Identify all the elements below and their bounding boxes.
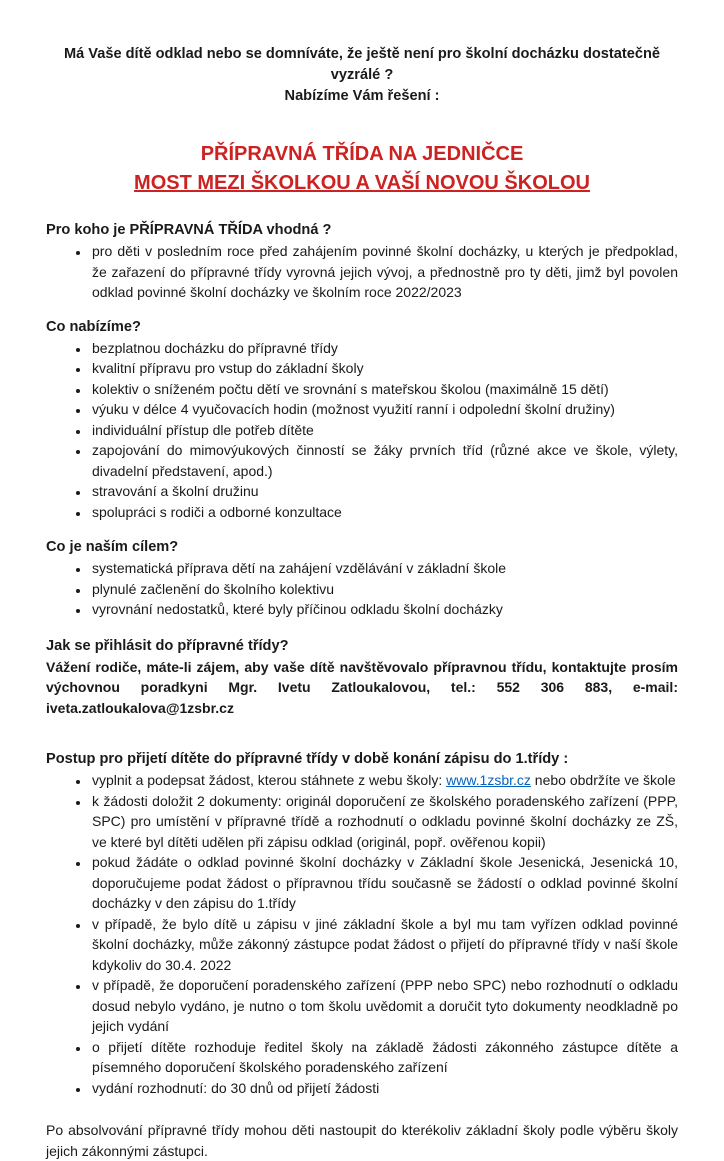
school-website-link[interactable]: www.1zsbr.cz [446,772,531,788]
section-heading: Postup pro přijetí dítěte do přípravné třídy v době konání zápisu do 1.třídy : [46,751,569,767]
link-prefix-text: vyplnit a podepsat žádost, kterou stáhnete z webu školy: [92,772,447,788]
list-item: • plynulé začlenění do školního kolektivu [90,579,678,600]
list-item: • pro děti v posledním roce před zahájením povinné školní docházky, u kterých je předpoklad, že zařazení do přípravné třídy vyrovná jejich vývoj, a přednostně pro ty děti, jimž byl povolen odklad povinné školní docházky ve školním roce 2022/2023 [90,241,678,303]
list-item: • o přijetí dítěte rozhoduje ředitel školy na základě žádosti zákonného zástupce dítěte a písemného doporučení školského poradenského zařízení [90,1037,678,1078]
main-title [46,140,678,198]
contact-paragraph: Vážení rodiče, máte-li zájem, aby vaše dítě navštěvovalo přípravnou třídu, kontaktujte prosím výchovnou poradkyni Mgr. Ivetu Zatloukalovou, tel.: 552 306 883, e-mail: iveta.zatloukalova@1zsbr.cz [46,658,678,716]
list-item: • bezplatnou docházku do přípravné třídy [90,338,678,359]
list-item: • individuální přístup dle potřeb dítěte [90,420,678,441]
closing-paragraph: Po absolvování přípravné třídy mohou děti nastoupit do kterékoliv základní školy podle výběru školy jejich zákonnými zástupci. [46,1122,678,1159]
link-suffix-text: nebo obdržíte ve škole [530,772,676,788]
bullet-list [46,558,678,620]
list-item: • kolektiv o sníženém počtu dětí ve srovnání s mateřskou školou (maximálně 15 dětí) [90,379,678,400]
list-item: • systematická příprava dětí na zahájení vzdělávání v základní škole [90,558,678,579]
intro-block [46,44,678,107]
intro-question: Má Vaše dítě odklad nebo se domníváte, že ještě není pro školní docházku dostatečně vyzrálé ? [63,46,661,83]
section-heading: Co nabízíme? [46,318,141,335]
bullet-list [46,338,678,523]
section-heading: Pro koho je PŘÍPRAVNÁ TŘÍDA vhodná ? [46,222,332,238]
list-item: • stravování a školní družinu [90,481,678,502]
list-item: • kvalitní přípravu pro vstup do základní školy [90,358,678,379]
main-title-line1: PŘÍPRAVNÁ TŘÍDA NA JEDNIČCE [200,143,524,165]
list-item: • zapojování do mimovýukových činností se žáky prvních tříd (různé akce ve škole, výlety, divadelní představení, apod.) [90,440,678,481]
bullet-list [46,770,678,1098]
bullet-list [46,241,678,303]
list-item: • k žádosti doložit 2 dokumenty: originál doporučení ze školského poradenského zařízení (PPP, SPC) pro umístění v přípravné třídě a rozhodnutí o odkladu povinné školní docházky ze ZŠ, ve které byl dítěti udělen při zápisu odklad (originál, popř. ověřenou kopii) [90,791,678,853]
list-item: • vydání rozhodnutí: do 30 dnů od přijetí žádosti [90,1078,678,1099]
section-heading: Jak se přihlásit do přípravné třídy? [46,637,289,654]
section-co-nabizime [46,317,678,523]
section-heading: Co je naším cílem? [46,539,179,555]
list-item: • spolupráci s rodiči a odborné konzultace [90,502,678,523]
list-item: • pokud žádáte o odklad povinné školní docházky v Základní škole Jesenická, Jesenická 10, doporučujeme podat žádost o přípravnou třídu současně se žádostí o odklad povinné školní docházky v den zápisu do 1.třídy [90,852,678,914]
list-item: • výuku v délce 4 vyučovacích hodin (možnost využití ranní i odpolední školní družiny) [90,399,678,420]
main-title-line2: MOST MEZI ŠKOLKOU A VAŠÍ NOVOU ŠKOLOU [134,172,590,194]
list-item: • vyrovnání nedostatků, které byly příčinou odkladu školní docházky [90,599,678,620]
section-prihlaseni [46,636,678,719]
list-item-with-link [90,770,678,791]
list-item: • v případě, že bylo dítě u zápisu v jiné základní škole a byl mu tam vyřízen odklad povinné školní docházky, může zákonný zástupce podat žádost o přijetí do přípravné třídy v naší škole kdykoliv do 30.4. 2022 [90,914,678,976]
section-cilem [46,537,678,620]
list-item: • v případě, že doporučení poradenského zařízení (PPP nebo SPC) nebo rozhodnutí o odkladu dosud nebylo vydáno, je nutno o tom školu uvědomit a doručit tyto dokumenty neodkladně po jejich vydání [90,975,678,1037]
section-pro-koho [46,220,678,303]
section-postup [46,749,678,1098]
intro-answer: Nabízíme Vám řešení : [284,88,440,104]
